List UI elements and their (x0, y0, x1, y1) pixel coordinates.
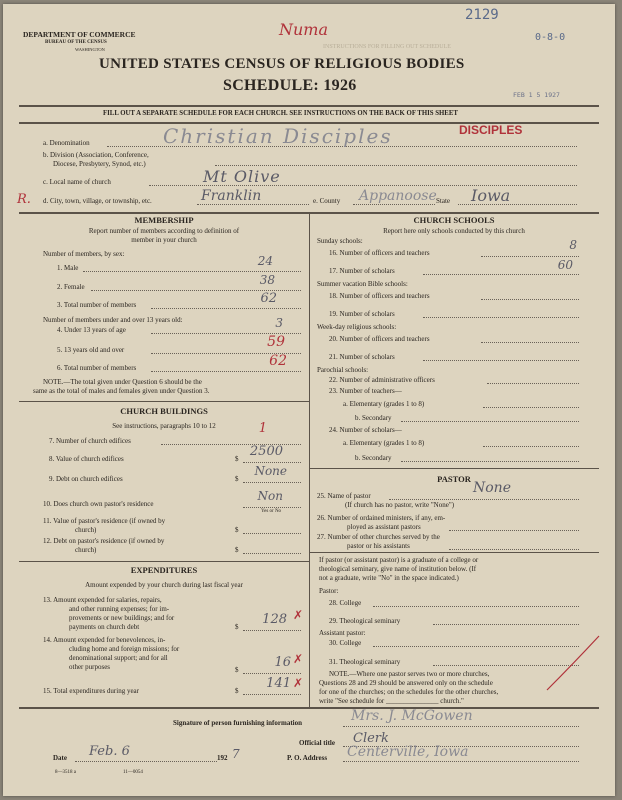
pastor-note-2: Questions 28 and 29 should be answered only on the schedule (319, 679, 493, 687)
q13-label-2: and other running expenses; for im- (69, 605, 170, 613)
q20-line (481, 342, 579, 343)
signature-value: Mrs. J. McGowen (351, 708, 473, 724)
q5-value: 59 (267, 334, 285, 350)
bleed-through-text: INSTRUCTIONS FOR FILLING OUT SCHEDULE (323, 44, 451, 50)
city-town-value: Franklin (201, 188, 262, 204)
parochial-label: Parochial schools: (317, 366, 369, 374)
assistant-sub-label: Assistant pastor: (319, 629, 366, 637)
q15-label: 15. Total expenditures during year (43, 687, 139, 695)
po-address-line (343, 761, 579, 762)
q1-label: 1. Male (57, 264, 79, 272)
pastor-note: NOTE.—Where one pastor serves two or more churches, (329, 670, 490, 678)
q9-value: None (254, 464, 287, 478)
q3-label: 3. Total number of members (57, 301, 137, 309)
membership-intro: Report number of members according to definition of (88, 227, 240, 235)
graduate-note-3: not a graduate, write "No" in the space indicated.) (319, 574, 459, 582)
divider (19, 707, 599, 709)
date-line (75, 761, 217, 762)
expenditures-heading: EXPENDITURES (130, 565, 198, 575)
check-mark-icon: ✗ (293, 652, 304, 666)
divider (19, 401, 309, 402)
q26-line (449, 530, 579, 531)
form-code: 8—3518 a (55, 770, 76, 775)
pastor-note-4: write "See schedule for _______________ church." (319, 697, 464, 705)
q23a-line (483, 407, 579, 408)
q2-label: 2. Female (57, 283, 85, 291)
q29-label: 29. Theological seminary (329, 617, 401, 625)
q13-label-4: payments on church debt (69, 623, 140, 631)
q23-label: 23. Number of teachers— (329, 387, 402, 395)
bureau-label: BUREAU OF THE CENSUS (45, 40, 107, 45)
divider (309, 468, 599, 469)
q9-label: 9. Debt on church edifices (49, 475, 123, 483)
q13-dollar: $ (235, 623, 239, 631)
buildings-heading: CHURCH BUILDINGS (120, 406, 208, 416)
department-label: DEPARTMENT OF COMMERCE (23, 30, 136, 39)
q6-label: 6. Total number of members (57, 364, 137, 372)
q20-label: 20. Number of officers and teachers (329, 335, 430, 343)
q13-value: 128 (262, 612, 287, 627)
schools-intro: Report here only schools conducted by this church (383, 227, 525, 235)
age-label: Number of members under and over 13 years old: (43, 316, 183, 324)
q14-value: 16 (274, 655, 291, 670)
q1-value: 24 (257, 254, 273, 268)
q8-line (243, 462, 301, 463)
q18-label: 18. Number of officers and teachers (329, 292, 430, 300)
q23b-line (401, 421, 579, 422)
received-date-stamp: FEB 1 5 1927 (513, 91, 560, 99)
q3-line (151, 308, 301, 309)
divider (19, 105, 599, 107)
q25-line (389, 499, 579, 500)
city-town-label: d. City, town, village, or township, etc. (43, 197, 152, 205)
county-line (353, 204, 435, 205)
q28-line (373, 606, 579, 607)
q9-line (243, 482, 301, 483)
q4-value: 3 (275, 316, 283, 330)
membership-note-cont: same as the total of males and females given under Question 3. (33, 387, 210, 395)
q31-label: 31. Theological seminary (329, 658, 401, 666)
q28-label: 28. College (329, 599, 362, 607)
q5-label: 5. 13 years old and over (57, 346, 125, 354)
q10-label: 10. Does church own pastor's residence (43, 500, 154, 508)
membership-intro-cont: member in your church (131, 236, 197, 244)
q7-label: 7. Number of church edifices (49, 437, 131, 445)
local-name-value: Mt Olive (203, 167, 281, 186)
date-label: Date (53, 754, 67, 762)
q30-label: 30. College (329, 639, 362, 647)
division-label: b. Division (Association, Conference, (43, 151, 149, 159)
q24b-label: b. Secondary (355, 454, 392, 462)
q19-label: 19. Number of scholars (329, 310, 395, 318)
q13-label: 13. Amount expended for salaries, repairs, (43, 596, 162, 604)
local-name-label: c. Local name of church (43, 178, 111, 186)
q27-label: 27. Number of other churches served by the (317, 533, 440, 541)
q24-label: 24. Number of scholars— (329, 426, 402, 434)
form-code-2: 11—0054 (123, 770, 143, 775)
signature-label: Signature of person furnishing information (173, 719, 302, 727)
pastor-heading: PASTOR (437, 474, 471, 484)
q22-label: 22. Number of administrative officers (329, 376, 435, 384)
weekday-label: Week-day religious schools: (317, 323, 397, 331)
check-mark-icon: ✗ (293, 608, 304, 622)
q19-line (423, 317, 579, 318)
q17-value: 60 (557, 258, 573, 272)
graduate-note: If pastor (or assistant pastor) is a graduate of a college or (319, 556, 479, 564)
red-stroke-mark (543, 634, 603, 694)
q10-line (243, 507, 301, 508)
date-year-label: 192 (217, 754, 228, 762)
q13-line (243, 630, 301, 631)
county-label: e. County (313, 197, 341, 205)
denomination-stamp: DISCIPLES (459, 123, 523, 137)
q14-label-2: cluding home and foreign missions; for (69, 645, 180, 653)
instruction-line: FILL OUT A SEPARATE SCHEDULE FOR EACH CHURCH. SEE INSTRUCTIONS ON THE BACK OF THIS SHEET (103, 110, 458, 117)
q27-label-cont: pastor or his assistants (347, 542, 410, 550)
sunday-label: Sunday schools: (317, 237, 363, 245)
q18-line (481, 299, 579, 300)
form-title: UNITED STATES CENSUS OF RELIGIOUS BODIES (99, 56, 465, 72)
q7-value: 1 (258, 421, 267, 436)
q29-line (433, 624, 579, 625)
q8-dollar: $ (235, 455, 239, 463)
by-sex-label: Number of members, by sex: (43, 250, 125, 258)
q12-label: 12. Debt on pastor's residence (if owned by (43, 537, 165, 545)
county-value: Appanoose (359, 188, 437, 204)
division-label-cont: Diocese, Presbytery, Synod, etc.) (53, 160, 146, 168)
signature-line (343, 726, 579, 727)
state-value: Iowa (471, 186, 511, 205)
q12-line (243, 553, 301, 554)
date-value: Feb. 6 (89, 744, 130, 759)
q25-hint: (If church has no pastor, write "None") (345, 501, 455, 509)
stamp-number: 2129 (465, 7, 499, 23)
official-title-value: Clerk (353, 731, 389, 746)
schools-heading: CHURCH SCHOOLS (413, 215, 495, 225)
q14-dollar: $ (235, 666, 239, 674)
city-label: WASHINGTON (75, 47, 105, 52)
q21-label: 21. Number of scholars (329, 353, 395, 361)
official-title-label: Official title (299, 739, 335, 747)
q8-value: 2500 (249, 444, 283, 459)
q22-line (487, 383, 579, 384)
q11-line (243, 533, 301, 534)
po-address-label: P. O. Address (287, 754, 328, 762)
date-year-value: 7 (232, 747, 240, 761)
check-mark-icon: ✗ (293, 676, 304, 690)
divider (309, 552, 599, 553)
q27-line (449, 549, 579, 550)
q21-line (423, 360, 579, 361)
q12-label-cont: church) (75, 546, 97, 554)
q23a-label: a. Elementary (grades 1 to 8) (343, 400, 425, 408)
pastor-note-3: for one of the churches; on the schedules for the other churches, (319, 688, 499, 696)
q6-line (151, 371, 301, 372)
q14-label-3: denominational support; and for all (69, 654, 168, 662)
q17-label: 17. Number of scholars (329, 267, 395, 275)
pastor-sub-label: Pastor: (319, 587, 339, 595)
q3-value: 62 (260, 291, 277, 306)
q24a-line (483, 446, 579, 447)
expenditures-sub: Amount expended by your church during last fiscal year (85, 581, 243, 589)
q6-value: 62 (269, 353, 287, 369)
q26-label-cont: ployed as assistant pastors (347, 523, 421, 531)
q23b-label: b. Secondary (355, 414, 392, 422)
summer-label: Summer vacation Bible schools: (317, 280, 408, 288)
q14-label-4: other purposes (69, 663, 111, 671)
q25-label: 25. Name of pastor (317, 492, 371, 500)
q1-line (83, 271, 301, 272)
census-schedule-page (3, 4, 615, 796)
q24b-line (401, 461, 579, 462)
q4-label: 4. Under 13 years of age (57, 326, 126, 334)
q16-line (481, 256, 579, 257)
q9-dollar: $ (235, 475, 239, 483)
q15-dollar: $ (235, 687, 239, 695)
q15-line (243, 694, 301, 695)
handwritten-top-note: Numa (279, 20, 329, 39)
q12-dollar: $ (235, 546, 239, 554)
q11-dollar: $ (235, 526, 239, 534)
form-subtitle: SCHEDULE: 1926 (223, 77, 357, 94)
q11-label: 11. Value of pastor's residence (if owned by (43, 517, 166, 525)
q2-value: 38 (259, 273, 275, 287)
membership-heading: MEMBERSHIP (134, 215, 194, 225)
q14-label: 14. Amount expended for benevolences, in- (43, 636, 166, 644)
q13-label-3: provements or new buildings; and for (69, 614, 175, 622)
q16-value: 8 (569, 238, 577, 252)
city-town-line (197, 204, 309, 205)
buildings-sub: See instructions, paragraphs 10 to 12 (112, 422, 216, 430)
q16-label: 16. Number of officers and teachers (329, 249, 430, 257)
q11-label-cont: church) (75, 526, 97, 534)
denomination-label: a. Denomination (43, 139, 90, 147)
margin-mark: R. (17, 192, 31, 207)
q14-line (243, 673, 301, 674)
q10-value: Non (257, 489, 283, 503)
state-label: State (436, 197, 450, 205)
q24a-label: a. Elementary (grades 1 to 8) (343, 439, 425, 447)
graduate-note-2: theological seminary, give name of institution below. (If (319, 565, 477, 573)
q8-label: 8. Value of church edifices (49, 455, 124, 463)
division-line (215, 165, 577, 166)
q25-value: None (473, 480, 511, 496)
q26-label: 26. Number of ordained ministers, if any, em- (317, 514, 446, 522)
column-divider (309, 212, 310, 707)
classification-code: 0-8-0 (535, 32, 566, 43)
membership-note: NOTE.—The total given under Question 6 should be the (43, 378, 202, 386)
q15-value: 141 (266, 676, 291, 691)
q17-line (423, 274, 579, 275)
divider (19, 561, 309, 562)
denomination-value: Christian Disciples (163, 124, 393, 148)
po-address-value: Centerville, Iowa (347, 744, 469, 760)
yes-no-hint: Yes or No (261, 509, 282, 514)
